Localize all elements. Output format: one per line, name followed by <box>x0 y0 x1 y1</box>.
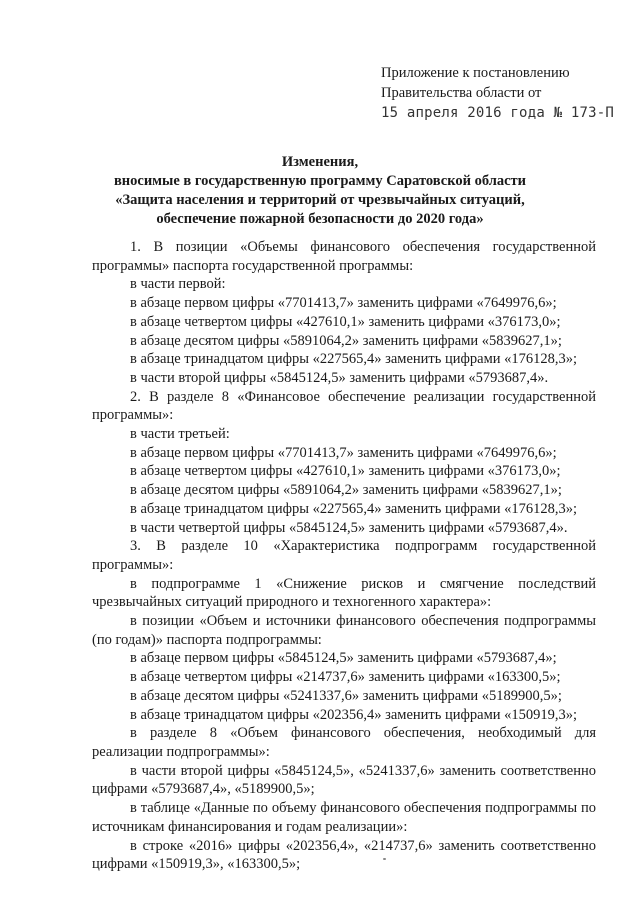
paragraph: в разделе 8 «Объем финансового обеспечения, необходимый для реализации подпрограммы»: <box>92 725 596 760</box>
paragraph: в абзаце десятом цифры «5241337,6» заменить цифрами «5189900,5»; <box>130 687 562 704</box>
document-title <box>80 153 560 229</box>
paragraph: в абзаце десятом цифры «5891064,2» заменить цифрами «5839627,1»; <box>130 482 562 499</box>
paragraph: в позиции «Объем и источники финансового обеспечения подпрограммы (по годам)» паспорта подпрограммы: <box>92 613 596 648</box>
paragraph: в подпрограмме 1 «Снижение рисков и смягчение последствий чрезвычайных ситуаций природного и техногенного характера»: <box>92 575 596 611</box>
paragraph: 3. В разделе 10 «Характеристика подпрограмм государственной программы»: <box>92 538 596 573</box>
paragraph: 2. В разделе 8 «Финансовое обеспечение реализации государственной программы»: <box>92 388 596 424</box>
paragraph: в абзаце первом цифры «5845124,5» заменить цифрами «5793687,4»; <box>130 650 557 667</box>
paragraph: в абзаце четвертом цифры «214737,6» заменить цифрами «163300,5»; <box>130 669 561 686</box>
paragraph: в части четвертой цифры «5845124,5» заменить цифрами «5793687,4». <box>130 519 568 536</box>
paragraph: в части третьей: <box>130 426 230 443</box>
paragraph: в строке «2016» цифры «202356,4», «214737,6» заменить соответственно цифрами «150919,3», «163300,5»; <box>92 837 596 873</box>
title-line-3: «Защита населения и территорий от чрезвычайных ситуаций, <box>115 192 525 208</box>
title-line-1: Изменения, <box>281 154 359 170</box>
paragraph: в части второй цифры «5845124,5» заменить цифрами «5793687,4». <box>130 369 549 386</box>
annex-line-1: Приложение к постановлению <box>381 65 570 81</box>
annex-date-line: 15 апреля 2016 года № 173-П <box>381 105 614 121</box>
paragraph: в абзаце первом цифры «7701413,7» заменить цифрами «7649976,6»; <box>130 444 557 461</box>
paragraph: в абзаце десятом цифры «5891064,2» заменить цифрами «5839627,1»; <box>130 332 562 349</box>
paragraph: в части первой: <box>130 276 226 293</box>
paragraph: в абзаце тринадцатом цифры «227565,4» заменить цифрами «176128,3»; <box>130 500 578 517</box>
paragraph: в абзаце четвертом цифры «427610,1» заменить цифрами «376173,0»; <box>130 313 561 330</box>
title-line-4: обеспечение пожарной безопасности до 2020 года» <box>156 211 484 227</box>
title-line-2: вносимые в государственную программу Саратовской области <box>113 173 527 189</box>
paragraph: в абзаце тринадцатом цифры «227565,4» заменить цифрами «176128,3»; <box>130 351 578 368</box>
paragraph: 1. В позиции «Объемы финансового обеспечения государственной программы» паспорта государственной программы: <box>92 239 596 274</box>
paragraph: в абзаце тринадцатом цифры «202356,4» заменить цифрами «150919,3»; <box>130 706 578 723</box>
document-body <box>92 238 596 874</box>
scan-speck <box>383 858 386 860</box>
paragraph: в таблице «Данные по объему финансового обеспечения подпрограммы по источникам финансирования и годам реализации»: <box>92 800 596 835</box>
paragraph: в абзаце четвертом цифры «427610,1» заменить цифрами «376173,0»; <box>130 463 561 480</box>
paragraph: в абзаце первом цифры «7701413,7» заменить цифрами «7649976,6»; <box>130 295 557 312</box>
annex-header <box>381 63 614 123</box>
paragraph: в части второй цифры «5845124,5», «5241337,6» заменить соответственно цифрами «5793687,4», «5189900,5»; <box>92 762 596 798</box>
annex-line-2: Правительства области от <box>381 85 542 101</box>
